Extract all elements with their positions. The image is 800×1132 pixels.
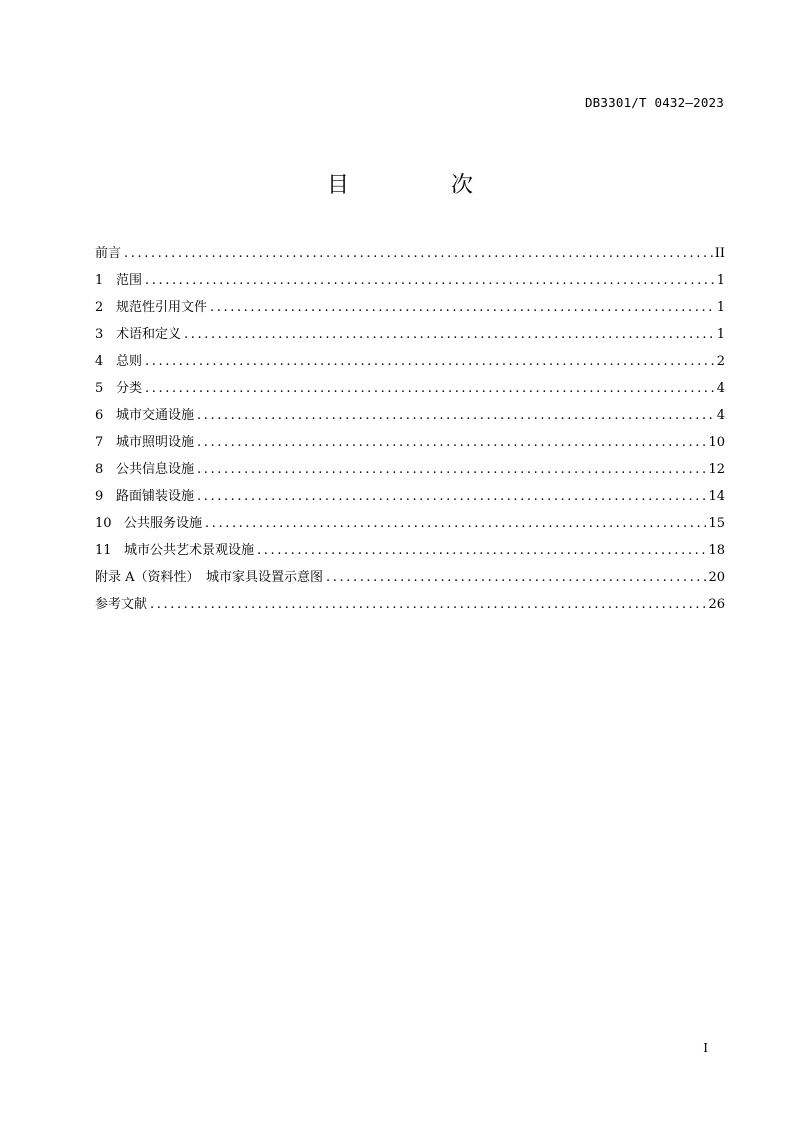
- toc-leader-dots: [145, 381, 715, 396]
- toc-leader-dots: [145, 273, 715, 288]
- toc-page-number: 14: [708, 489, 725, 504]
- toc-leader-dots: [197, 462, 706, 477]
- toc-page-number: 12: [708, 462, 725, 477]
- toc-entry-5[interactable]: [95, 377, 725, 404]
- toc-section-number: 5: [95, 381, 104, 396]
- toc-section-number: 3: [95, 327, 104, 342]
- toc-entry-3[interactable]: [95, 323, 725, 350]
- toc-section-number: 9: [95, 489, 104, 504]
- toc-section-number: 6: [95, 408, 104, 423]
- toc-leader-dots: [150, 597, 706, 612]
- toc-section-number: 4: [95, 354, 104, 369]
- toc-entry-appendix-a[interactable]: [95, 566, 725, 593]
- toc-entry-10[interactable]: [95, 512, 725, 539]
- toc-leader-dots: [145, 354, 715, 369]
- toc-label: 11 城市公共艺术景观设施: [95, 543, 255, 558]
- toc-page-number: 4: [716, 408, 725, 423]
- toc-label: 前言: [95, 246, 122, 261]
- toc-label: 2 规范性引用文件: [95, 300, 208, 315]
- toc-entry-2[interactable]: [95, 296, 725, 323]
- toc-entry-bibliography[interactable]: [95, 593, 725, 620]
- toc-label: 附录 A（资料性） 城市家具设置示意图: [95, 570, 324, 585]
- toc-page-number: 18: [708, 543, 725, 558]
- toc-entry-7[interactable]: [95, 431, 725, 458]
- toc-page-number: 10: [708, 435, 725, 450]
- toc-section-number: 11: [95, 543, 112, 558]
- toc-page-number: 26: [708, 597, 725, 612]
- toc-entry-4[interactable]: [95, 350, 725, 377]
- toc-label: 5 分类: [95, 381, 143, 396]
- toc-entry-6[interactable]: [95, 404, 725, 431]
- toc-label: 10 公共服务设施: [95, 516, 203, 531]
- toc-label: 6 城市交通设施: [95, 408, 195, 423]
- toc-label: 7 城市照明设施: [95, 435, 195, 450]
- toc-section-number: 10: [95, 516, 112, 531]
- toc-section-number: 1: [95, 273, 104, 288]
- toc-section-number: 8: [95, 462, 104, 477]
- toc-label: 4 总则: [95, 354, 143, 369]
- toc-page-number: 15: [708, 516, 725, 531]
- toc-leader-dots: [184, 327, 715, 342]
- toc-section-number: 7: [95, 435, 104, 450]
- toc-leader-dots: [257, 543, 706, 558]
- toc-label: 8 公共信息设施: [95, 462, 195, 477]
- toc-page-number: 2: [716, 354, 725, 369]
- document-number: DB3301/T 0432—2023: [584, 95, 724, 110]
- toc-page-number: 4: [716, 381, 725, 396]
- toc-label: 3 术语和定义: [95, 327, 182, 342]
- toc-section-number: 2: [95, 300, 104, 315]
- toc-label: 9 路面铺装设施: [95, 489, 195, 504]
- table-of-contents: [95, 242, 725, 620]
- toc-label: 1 范围: [95, 273, 143, 288]
- toc-page-number: 1: [716, 300, 725, 315]
- toc-page-number: II: [714, 246, 725, 261]
- toc-entry-9[interactable]: [95, 485, 725, 512]
- toc-leader-dots: [197, 408, 715, 423]
- toc-leader-dots: [205, 516, 706, 531]
- toc-leader-dots: [197, 435, 706, 450]
- toc-page-number: 1: [716, 273, 725, 288]
- page-number: I: [703, 1041, 708, 1055]
- toc-leader-dots: [197, 489, 706, 504]
- toc-page-number: 1: [716, 327, 725, 342]
- toc-page-number: 20: [708, 570, 725, 585]
- toc-leader-dots: [210, 300, 715, 315]
- toc-label: 参考文献: [95, 597, 148, 612]
- toc-entry-preface[interactable]: [95, 242, 725, 269]
- toc-entry-11[interactable]: [95, 539, 725, 566]
- page-title: 目 次: [326, 173, 513, 198]
- toc-entry-8[interactable]: [95, 458, 725, 485]
- toc-entry-1[interactable]: [95, 269, 725, 296]
- toc-leader-dots: [326, 570, 706, 585]
- toc-leader-dots: [124, 246, 713, 261]
